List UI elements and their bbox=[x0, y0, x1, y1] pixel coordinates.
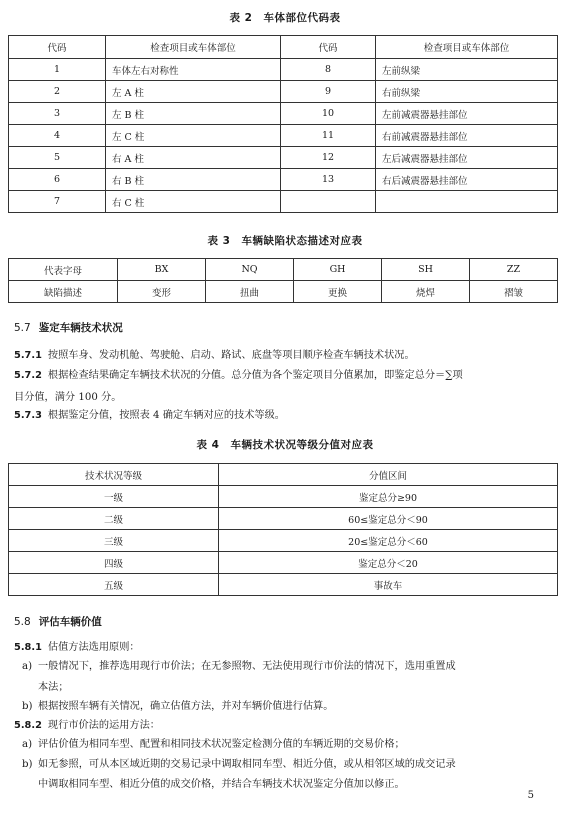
table-cell: 一级 bbox=[9, 486, 219, 508]
table-cell bbox=[376, 191, 558, 213]
table-cell: 右 A 柱 bbox=[106, 147, 281, 169]
table-row bbox=[9, 103, 558, 125]
table-row bbox=[9, 574, 558, 596]
table-cell: 13 bbox=[281, 169, 376, 191]
list-item bbox=[22, 698, 558, 715]
table-cell: SH bbox=[382, 259, 470, 281]
list-text: 如无参照，可从本区域近期的交易记录中调取相同车型、相近分值，或从相邻区域的成交记录 bbox=[38, 759, 456, 770]
paragraph-5-7-3 bbox=[14, 408, 562, 424]
table-cell: 6 bbox=[9, 169, 106, 191]
section-number: 5.7 bbox=[14, 322, 31, 334]
table-cell: 2 bbox=[9, 81, 106, 103]
table-cell: 更换 bbox=[294, 281, 382, 303]
table-cell: 右前纵梁 bbox=[376, 81, 558, 103]
table-cell: 鉴定总分＜20 bbox=[219, 552, 558, 574]
table2-header-code-1: 代码 bbox=[9, 36, 106, 59]
table4-header-level: 技术状况等级 bbox=[9, 464, 219, 486]
table4-header-range: 分值区间 bbox=[219, 464, 558, 486]
paragraph-5-7-2-continued: 目分值，满分 100 分。 bbox=[14, 392, 122, 403]
clause-text: 估值方法选用原则： bbox=[47, 642, 140, 653]
table-cell: 左前纵梁 bbox=[376, 59, 558, 81]
clause-number: 5.8.2 bbox=[14, 720, 42, 731]
clause-number: 5.7.2 bbox=[14, 370, 42, 381]
table-cell: 左 C 柱 bbox=[106, 125, 281, 147]
table-row bbox=[9, 486, 558, 508]
paragraph-5-7-1 bbox=[14, 348, 562, 364]
table-row bbox=[9, 169, 558, 191]
list-item bbox=[22, 756, 558, 773]
table3-header-description: 缺陷描述 bbox=[9, 281, 118, 303]
clause-text: 根据鉴定分值，按照表 4 确定车辆对应的技术等级。 bbox=[47, 410, 285, 421]
clause-text: 按照车身、发动机舱、驾驶舱、启动、路试、底盘等项目顺序检查车辆技术状况。 bbox=[47, 350, 415, 361]
table-cell: 10 bbox=[281, 103, 376, 125]
table3-description-row bbox=[9, 281, 558, 303]
table-cell: 变形 bbox=[118, 281, 206, 303]
table-cell bbox=[281, 191, 376, 213]
section-title: 鉴定车辆技术状况 bbox=[38, 322, 123, 334]
table-cell: 事故车 bbox=[219, 574, 558, 596]
table4-header-row bbox=[9, 464, 558, 486]
table-row bbox=[9, 81, 558, 103]
table-cell: GH bbox=[294, 259, 382, 281]
paragraph-5-8-1 bbox=[14, 640, 562, 656]
clause-number: 5.7.1 bbox=[14, 350, 42, 361]
section-number: 5.8 bbox=[14, 616, 31, 628]
table-cell: 左前减震器悬挂部位 bbox=[376, 103, 558, 125]
table-cell: ZZ bbox=[470, 259, 558, 281]
clause-text: 现行市价法的运用方法： bbox=[47, 720, 160, 731]
table-row bbox=[9, 530, 558, 552]
table-row bbox=[9, 125, 558, 147]
table-cell: 1 bbox=[9, 59, 106, 81]
clause-number: 5.7.3 bbox=[14, 410, 42, 421]
table-cell: 褶皱 bbox=[470, 281, 558, 303]
section-title: 评估车辆价值 bbox=[38, 616, 102, 628]
table2 bbox=[8, 35, 558, 213]
table2-header-row bbox=[9, 36, 558, 59]
list-text: 评估价值为相同车型、配置和相同技术状况鉴定检测分值的车辆近期的交易价格； bbox=[38, 739, 405, 750]
table-cell: 60≤鉴定总分＜90 bbox=[219, 508, 558, 530]
table-cell: 车体左右对称性 bbox=[106, 59, 281, 81]
table-cell: 扭曲 bbox=[206, 281, 294, 303]
table2-caption: 表 2 车体部位代码表 bbox=[229, 12, 341, 24]
table-cell: 7 bbox=[9, 191, 106, 213]
table-row bbox=[9, 147, 558, 169]
table-cell: 20≤鉴定总分＜60 bbox=[219, 530, 558, 552]
table-cell: 右前减震器悬挂部位 bbox=[376, 125, 558, 147]
section-5-8-heading bbox=[14, 614, 102, 629]
clause-text: 根据检查结果确定车辆技术状况的分值。总分值为各个鉴定项目分值累加，即鉴定总分＝∑项 bbox=[47, 370, 463, 381]
table-cell: 5 bbox=[9, 147, 106, 169]
table-cell: 9 bbox=[281, 81, 376, 103]
paragraph-5-7-2 bbox=[14, 368, 562, 384]
table-cell: 五级 bbox=[9, 574, 219, 596]
list-marker: b) bbox=[22, 701, 33, 712]
list-item bbox=[22, 736, 558, 753]
list-marker: b) bbox=[22, 759, 33, 770]
table-cell: 鉴定总分≥90 bbox=[219, 486, 558, 508]
table3 bbox=[8, 258, 558, 303]
table3-caption: 表 3 车辆缺陷状态描述对应表 bbox=[207, 235, 363, 247]
list-marker: a) bbox=[22, 739, 33, 750]
table-cell: 左后减震器悬挂部位 bbox=[376, 147, 558, 169]
table4-caption: 表 4 车辆技术状况等级分值对应表 bbox=[196, 439, 374, 451]
table4 bbox=[8, 463, 558, 596]
table-cell: BX bbox=[118, 259, 206, 281]
table2-header-item-1: 检查项目或车体部位 bbox=[106, 36, 281, 59]
table-cell: 4 bbox=[9, 125, 106, 147]
list-marker: a) bbox=[22, 661, 33, 672]
table-cell: 三级 bbox=[9, 530, 219, 552]
list-item bbox=[22, 658, 558, 675]
clause-number: 5.8.1 bbox=[14, 642, 42, 653]
table3-header-letter: 代表字母 bbox=[9, 259, 118, 281]
table-row bbox=[9, 191, 558, 213]
table-cell: 左 A 柱 bbox=[106, 81, 281, 103]
table-row bbox=[9, 59, 558, 81]
table-cell: 二级 bbox=[9, 508, 219, 530]
table-row bbox=[9, 552, 558, 574]
table2-header-item-2: 检查项目或车体部位 bbox=[376, 36, 558, 59]
table-cell: 右 B 柱 bbox=[106, 169, 281, 191]
section-5-7-heading bbox=[14, 320, 123, 335]
table-cell: 右后减震器悬挂部位 bbox=[376, 169, 558, 191]
list-text: 一般情况下，推荐选用现行市价法；在无参照物、无法使用现行市价法的情况下，选用重置成 bbox=[38, 661, 456, 672]
table3-letter-row bbox=[9, 259, 558, 281]
list-item-continued: 本法； bbox=[38, 682, 69, 693]
table-cell: NQ bbox=[206, 259, 294, 281]
paragraph-5-8-2 bbox=[14, 718, 562, 734]
table2-header-code-2: 代码 bbox=[281, 36, 376, 59]
page-number: 5 bbox=[527, 790, 534, 801]
table-cell: 3 bbox=[9, 103, 106, 125]
table-cell: 左 B 柱 bbox=[106, 103, 281, 125]
table-cell: 8 bbox=[281, 59, 376, 81]
list-item-continued: 中调取相同车型、相近分值的成交价格，并结合车辆技术状况鉴定分值加以修正。 bbox=[38, 779, 405, 790]
table-cell: 四级 bbox=[9, 552, 219, 574]
list-text: 根据按照车辆有关情况，确立估值方法，并对车辆价值进行估算。 bbox=[38, 701, 334, 712]
table-row bbox=[9, 508, 558, 530]
table-cell: 12 bbox=[281, 147, 376, 169]
table-cell: 11 bbox=[281, 125, 376, 147]
table-cell: 右 C 柱 bbox=[106, 191, 281, 213]
table-cell: 烧焊 bbox=[382, 281, 470, 303]
